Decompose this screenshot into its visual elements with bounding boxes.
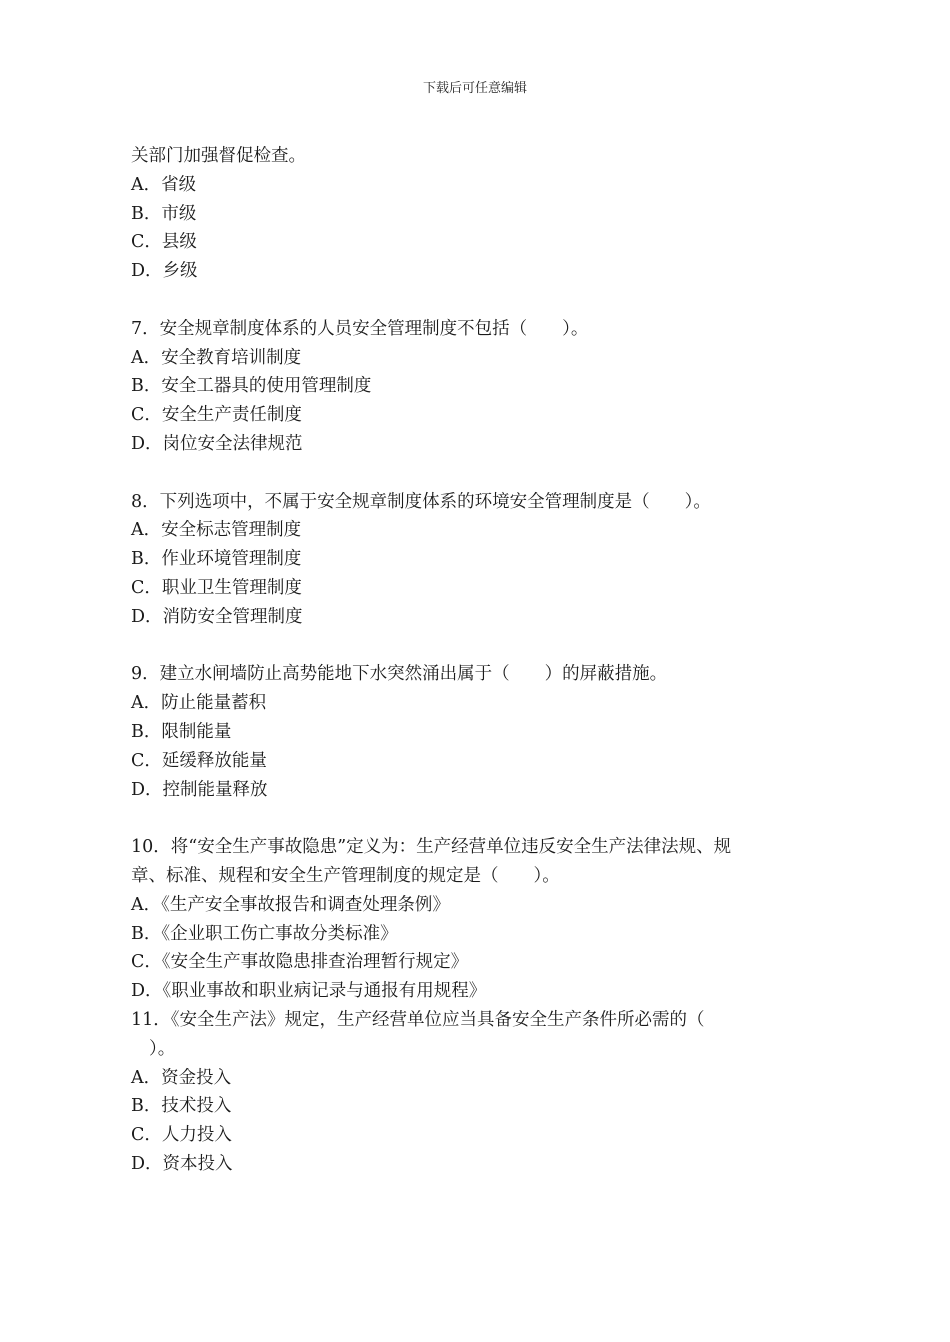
option-a: A．安全标志管理制度: [131, 520, 302, 541]
blank-line: [131, 459, 821, 488]
option-d: D．资本投入: [131, 1153, 233, 1174]
page-header: 下载后可任意编辑: [422, 81, 527, 96]
question-8: 8．下列选项中，不属于安全规章制度体系的环境安全管理制度是（ ）。: [131, 491, 711, 512]
option-d: D．消防安全管理制度: [131, 606, 303, 627]
option-b: B．安全工器具的使用管理制度: [131, 376, 372, 397]
question-11-line-2: ）。: [149, 1038, 176, 1059]
option-c: C．延缓释放能量: [131, 750, 267, 771]
question-7: 7．安全规章制度体系的人员安全管理制度不包括（ ）。: [131, 318, 589, 339]
blank-line: [131, 804, 821, 833]
option-b: B．技术投入: [131, 1096, 232, 1117]
option-b: B．《企业职工伤亡事故分类标准》: [131, 923, 398, 944]
option-a: A．安全教育培训制度: [131, 347, 302, 368]
option-d: D．控制能量释放: [131, 779, 268, 800]
option-d: D．乡级: [131, 261, 198, 282]
option-c: C．人力投入: [131, 1125, 232, 1146]
text-line: 关部门加强督促检查。: [131, 146, 306, 166]
blank-line: [131, 632, 821, 661]
option-d: D．岗位安全法律规范: [131, 433, 303, 454]
option-b: B．市级: [131, 203, 197, 224]
option-c: C．职业卫生管理制度: [131, 577, 302, 598]
question-10-line-2: 章、标准、规程和安全生产管理制度的规定是（ ）。: [131, 865, 560, 886]
option-a: A．资金投入: [131, 1067, 232, 1088]
document-body: [131, 142, 821, 1179]
question-11-line-1: 11．《安全生产法》规定，生产经营单位应当具备安全生产条件所必需的（: [131, 1009, 705, 1030]
option-c: C．安全生产责任制度: [131, 405, 302, 426]
option-d: D．《职业事故和职业病记录与通报有用规程》: [131, 981, 487, 1002]
option-b: B．限制能量: [131, 721, 232, 742]
option-c: C．县级: [131, 232, 197, 253]
option-a: A．防止能量蓄积: [131, 693, 267, 714]
option-b: B．作业环境管理制度: [131, 549, 302, 570]
option-a: A．省级: [131, 174, 197, 195]
question-9: 9．建立水闸墙防止高势能地下水突然涌出属于（ ）的屏蔽措施。: [131, 664, 668, 685]
option-a: A．《生产安全事故报告和调查处理条例》: [131, 894, 450, 915]
option-c: C．《安全生产事故隐患排查治理暂行规定》: [131, 952, 469, 973]
question-10-line-1: 10．将“安全生产事故隐患”定义为：生产经营单位违反安全生产法律法规、规: [131, 837, 732, 858]
blank-line: [131, 286, 821, 315]
